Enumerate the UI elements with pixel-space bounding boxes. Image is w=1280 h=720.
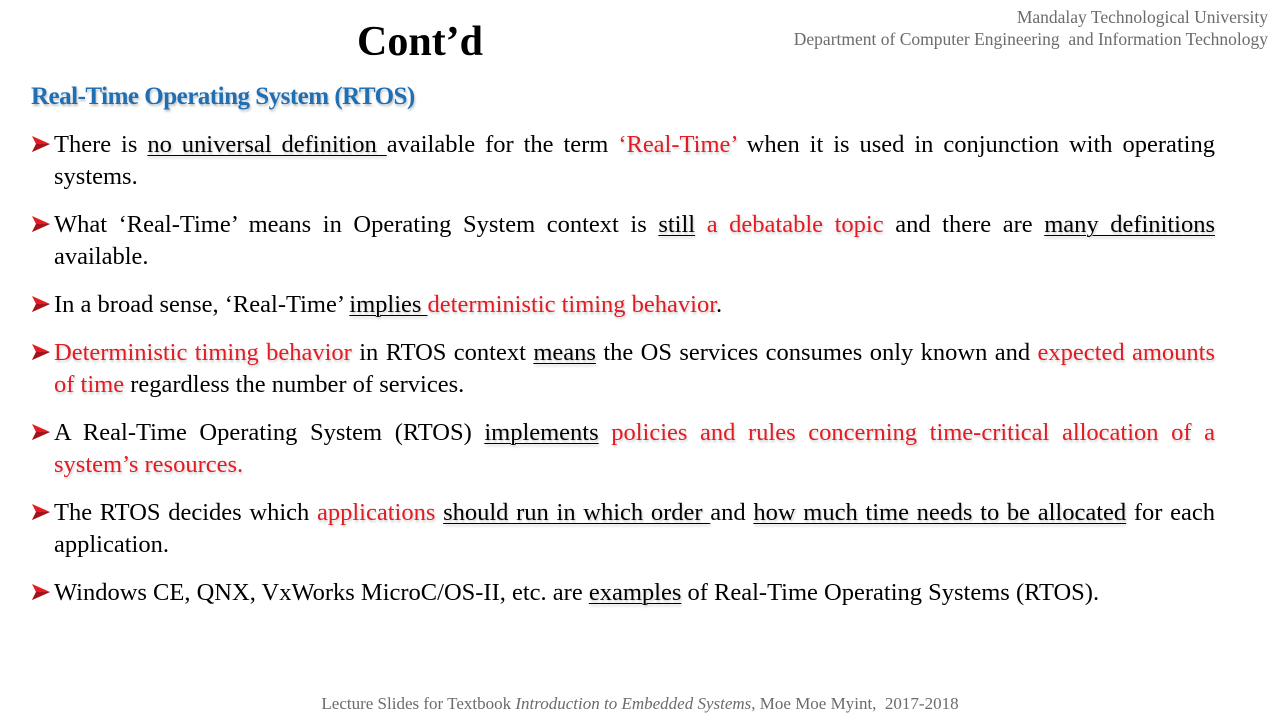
bullet-text	[695, 211, 707, 238]
bullet-item	[31, 497, 1215, 561]
underlined-text: should run in which order	[443, 499, 711, 526]
arrow-bullet-icon	[31, 503, 51, 521]
bullet-list	[31, 129, 1215, 625]
highlighted-text: expected amounts of time	[54, 339, 1216, 398]
arrow-bullet-icon	[31, 295, 51, 313]
bullet-text: in RTOS context	[351, 339, 534, 366]
underlined-text: many definitions	[1044, 211, 1216, 238]
bullet-item	[31, 289, 1215, 321]
arrow-bullet-icon	[31, 423, 51, 441]
bullet-text: of Real-Time Operating Systems (RTOS).	[681, 579, 1100, 606]
university-name: Mandalay Technological University	[1016, 7, 1268, 27]
highlighted-text: Deterministic timing behavior	[54, 339, 352, 366]
highlighted-text: a debatable topic	[706, 211, 884, 238]
highlighted-text: ‘Real-Time’	[618, 131, 737, 158]
department-name: Department of Computer Engineering and Information Technology	[793, 29, 1268, 49]
footer-prefix: Lecture Slides for Textbook	[321, 694, 516, 713]
bullet-text: available for the term	[386, 131, 619, 158]
bullet-text	[435, 499, 443, 526]
underlined-text: means	[533, 339, 596, 366]
arrow-bullet-icon	[31, 215, 51, 233]
bullet-text: In a broad sense, ‘Real-Time’	[54, 291, 350, 318]
bullet-item	[31, 577, 1215, 609]
bullet-item	[31, 337, 1215, 401]
bullet-item	[31, 209, 1215, 273]
footer-suffix: , Moe Moe Myint, 2017-2018	[751, 694, 959, 713]
arrow-bullet-icon	[31, 135, 51, 153]
bullet-text: when it is used in conjunction with operating systems.	[54, 131, 1215, 190]
highlighted-text: policies and rules concerning time-critical allocation of a system’s resources.	[54, 419, 1216, 478]
underlined-text: implies	[349, 291, 428, 318]
bullet-text	[599, 419, 612, 446]
bullet-text: Windows CE, QNX, VxWorks MicroC/OS-II, etc. are	[54, 579, 589, 606]
bullet-text: A Real-Time Operating System (RTOS)	[54, 419, 485, 446]
slide-title: Cont’d	[357, 19, 484, 65]
bullet-text: the OS services consumes only known and	[595, 339, 1038, 366]
institution-header	[794, 6, 1268, 50]
bullet-item	[31, 129, 1215, 193]
bullet-text: and there are	[883, 211, 1045, 238]
bullet-text: What ‘Real-Time’ means in Operating System context is	[54, 211, 659, 238]
underlined-text: implements	[484, 419, 599, 446]
bullet-text: regardless the number of services.	[124, 371, 465, 398]
underlined-text: how much time needs to be allocated	[753, 499, 1127, 526]
bullet-text: .	[716, 291, 723, 318]
bullet-text: available.	[54, 243, 149, 270]
bullet-text: for each application.	[54, 499, 1216, 558]
footer-book-title: Introduction to Embedded Systems	[515, 694, 752, 713]
highlighted-text: deterministic timing behavior	[427, 291, 717, 318]
bullet-text: The RTOS decides which	[54, 499, 317, 526]
underlined-text: no universal definition	[147, 131, 387, 158]
bullet-text: and	[710, 499, 754, 526]
underlined-text: examples	[588, 579, 682, 606]
arrow-bullet-icon	[31, 343, 51, 361]
bullet-text: There is	[54, 131, 148, 158]
section-subtitle: Real-Time Operating System (RTOS)	[31, 83, 415, 110]
underlined-text: still	[658, 211, 696, 238]
footer	[0, 694, 1280, 714]
arrow-bullet-icon	[31, 583, 51, 601]
highlighted-text: applications	[316, 499, 436, 526]
bullet-item	[31, 417, 1215, 481]
